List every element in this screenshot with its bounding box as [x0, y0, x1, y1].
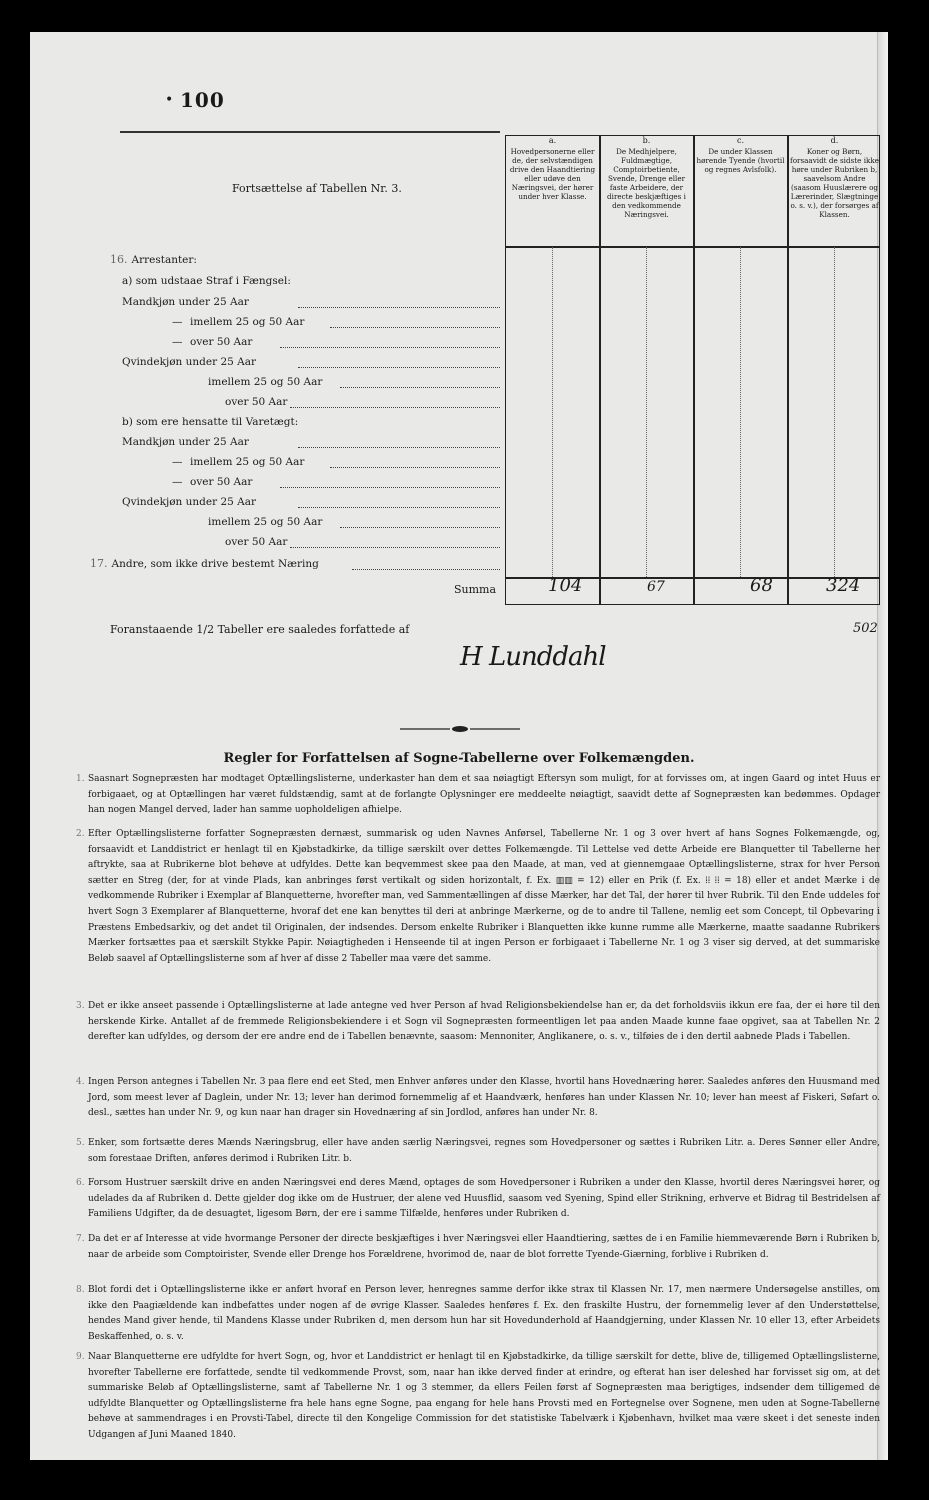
section-number: 16.	[110, 253, 128, 266]
row-section-17	[90, 556, 319, 572]
column-letter: c.	[736, 136, 745, 145]
column-letter: d.	[830, 136, 839, 145]
rule-paragraph	[76, 1075, 880, 1122]
section-title: Arrestanter:	[131, 254, 197, 266]
leader-dots	[290, 547, 500, 549]
rule-number: 6.	[76, 1178, 85, 1188]
row-b-qvinde-over	[225, 534, 287, 550]
rule-paragraph	[76, 1350, 880, 1444]
rule-text: Ingen Person antegnes i Tabellen Nr. 3 paa flere end eet Sted, men Enhver anføres under den Klasse, hvortil hans Hovednæring hører. Saaledes anføres den Huusmand med Jord, som meest lever af Daglein, under Nr. 13; lever han derimod fornemmelig af et Haandværk, henføres han under Klassen Nr. 10; lever han meest af Fiskeri, Søfart o. desl., sættes han under Nr. 9, og kun naar han drager sin Hovednæring af sin Jordlod, anføres han under Nr. 8.	[88, 1077, 880, 1119]
rule-paragraph	[76, 1136, 880, 1167]
top-rule	[120, 131, 500, 133]
row-label: Andre, som ikke drive bestemt Næring	[111, 558, 319, 570]
rule-paragraph	[76, 1283, 880, 1345]
rules-title: Regler for Forfattelsen af Sogne-Tabellerne over Folkemængden.	[223, 751, 695, 766]
column-header-c	[694, 136, 787, 246]
row-label: Qvindekjøn under 25 Aar	[122, 356, 257, 368]
dash: —	[172, 476, 183, 488]
ornament-divider	[400, 725, 520, 733]
rule-number: 7.	[76, 1234, 85, 1244]
group-b-heading: b) som ere hensatte til Varetægt:	[122, 416, 299, 428]
dotted-subcolumn	[552, 247, 554, 577]
column-header-d	[788, 136, 881, 246]
column-text: De under Klassen hørende Tyende (hvortil og regnes Avlsfolk).	[696, 147, 785, 174]
rule-number: 5.	[76, 1138, 85, 1148]
signature: H Lunddahl	[460, 642, 606, 672]
row-label: Mandkjøn under 25 Aar	[122, 296, 249, 308]
row-a-mand-under	[122, 294, 249, 310]
rule-text: Det er ikke anseet passende i Optællingslisterne at lade antegne ved hver Person af hvad Religionsbekiendelse han er, da det forholdsviis ikkun ere faa, der ei høre til den herskende Kirke. Antallet af de fremmede Religionsbekiendere i et Sogn vil Sognepræsten formeentligen let paa anden Maade kunne faae opgivet, saa at Tabellen Nr. 2 derefter kan udfyldes, og dersom der ere andre end de i Tabellen benævnte, saasom: Mennoniter, Anglikanere, o. s. v., tilføies de i den dertil aabnede Plads i Tabellen.	[88, 1001, 880, 1043]
summa-value-b: 67	[647, 579, 665, 595]
row-b-qvinde-under	[122, 494, 256, 510]
leader-dots	[298, 307, 500, 309]
group-a-heading: a) som udstaae Straf i Fængsel:	[122, 275, 291, 287]
dotted-subcolumn	[646, 247, 648, 577]
column-text: Koner og Børn, forsaavidt de sidste ikke høre under Rubriken b, saavelsom Andre (saasom Huuslærere og Lærerinder, Slægtninge o. s. v.), der forsørges af Klassen.	[790, 147, 879, 219]
leader-dots	[330, 467, 500, 469]
row-b-mand-imellem	[172, 454, 304, 470]
leader-dots	[340, 387, 500, 389]
row-label: Mandkjøn under 25 Aar	[122, 436, 249, 448]
summa-value-a: 104	[548, 575, 583, 596]
column-header-b	[600, 136, 693, 246]
margin-number: 502	[853, 621, 878, 636]
leader-dots	[298, 367, 500, 369]
row-label: Qvindekjøn under 25 Aar	[122, 496, 257, 508]
summa-label: Summa	[454, 583, 497, 596]
rule-paragraph	[76, 827, 880, 967]
rule-text: Naar Blanquetterne ere udfyldte for hvert Sogn, og, hvor et Landdistrict er henlagt til en Kjøbstadkirke, da tillige særskilt for dette, blive de, tilligemed Optællingslisterne, hvorefter Tabellerne ere forfattede, sendte til vedkommende Provst, som, naar han ikke derved finder at erindre, og efterat han iser deleshed har forvisset sig om, at det summariske Beløb af Optællingslisterne, samt af Tabellerne Nr. 1 og 3 stemmer, da ellers Feilen først af Sognepræsten maa berigtiges, indsender dem tilligemed de udfyldte Blanquetter og Optællingslisterne fra hele hans egne Sogne, paa engang for hele hans Provsti med en Fortegnelse over Sognene, men uden at Sogne-Tabellerne behøve at sammendrages i en Provsti-Tabel, directe til den Kongelige Commission for det statistiske Tabelværk i Kjøbenhavn, hvilket maa være skeet i det seneste inden Udgangen af Juni Maaned 1840.	[88, 1352, 880, 1440]
row-b-mand-under	[122, 434, 249, 450]
column-letter: b.	[642, 136, 651, 145]
row-b-qvinde-imellem	[208, 514, 322, 530]
row-label: imellem 25 og 50 Aar	[190, 456, 305, 468]
header-rule	[505, 246, 880, 248]
page-number: 100	[180, 88, 225, 112]
document-page	[30, 32, 888, 1460]
leader-dots	[290, 407, 500, 409]
table-subtitle: Fortsættelse af Tabellen Nr. 3.	[232, 182, 402, 195]
column-text: Hovedpersonerne eller de, der selvstændigen drive den Haandtiering eller udøve den Næringsvei, der hører under hver Klasse.	[509, 147, 596, 201]
page-dot: •	[165, 92, 174, 108]
rule-number: 2.	[76, 829, 85, 839]
section-number: 17.	[90, 557, 108, 570]
leader-dots	[298, 447, 500, 449]
rule-text: Saasnart Sognepræsten har modtaget Optællingslisterne, underkaster han dem et saa nøiagtigt Eftersyn som muligt, for at forvisses om, at ingen Gaard og intet Huus er forbigaaet, og at Optællingen har været fuldstændig, samt at de forlangte Oplysninger ere meddeelte nøiagtigt, saavidt dette af Sognepræsten kan bedømmes. Opdager han nogen Mangel derved, lader han samme uopholdeligen afhielpe.	[88, 774, 880, 816]
rule-number: 1.	[76, 774, 85, 784]
rule-paragraph	[76, 772, 880, 819]
rule-number: 9.	[76, 1352, 85, 1362]
row-label: over 50 Aar	[190, 476, 253, 488]
rule-text: Enker, som fortsætte deres Mænds Næringsbrug, eller have anden særlig Næringsvei, regnes som Hovedpersoner og sættes i Rubriken Litr. a. Deres Sønner eller Andre, som forestaae Driften, anføres derimod i Rubriken Litr. b.	[88, 1138, 880, 1164]
section-16-heading	[110, 252, 197, 268]
rule-number: 3.	[76, 1001, 85, 1011]
leader-dots	[280, 487, 500, 489]
row-a-qvinde-imellem	[208, 374, 322, 390]
forfattet-line: Foranstaaende 1/2 Tabeller ere saaledes forfattede af	[110, 623, 410, 636]
rule-paragraph	[76, 1232, 880, 1263]
row-label: over 50 Aar	[190, 336, 253, 348]
summa-value-d: 324	[826, 575, 861, 596]
rule-paragraph	[76, 1176, 880, 1223]
row-label: over 50 Aar	[225, 396, 288, 408]
rule-text: Forsom Hustruer særskilt drive en anden Næringsvei end deres Mænd, optages de som Hovedpersoner i Rubriken a under den Klasse, hvortil deres Næringsvei hører, og udelades da af Rubriken d. Dette gjelder dog ikke om de Hustruer, der alene ved Huusflid, saasom ved Syening, Spind eller Strikning, erhverve et Bidrag til Bestridelsen af Familiens Udgifter, da de desuagtet, ligesom Børn, der ere i samme Tilfælde, henføres under Rubriken d.	[88, 1178, 880, 1220]
row-label: over 50 Aar	[225, 536, 288, 548]
row-label: imellem 25 og 50 Aar	[208, 516, 323, 528]
leader-dots	[280, 347, 500, 349]
dash: —	[172, 456, 183, 468]
leader-dots	[298, 507, 500, 509]
leader-dots	[352, 569, 500, 571]
row-b-mand-over	[172, 474, 252, 490]
row-a-qvinde-under	[122, 354, 256, 370]
dotted-subcolumn	[834, 247, 836, 577]
dash: —	[172, 336, 183, 348]
leader-dots	[340, 527, 500, 529]
row-label: imellem 25 og 50 Aar	[208, 376, 323, 388]
column-text: De Medhjelpere, Fuldmægtige, Comptoirbetiente, Svende, Drenge eller faste Arbeidere, der directe beskjæftiges i den vedkommende Næringsvei.	[607, 147, 686, 219]
rule-number: 8.	[76, 1285, 85, 1295]
dash: —	[172, 316, 183, 328]
row-a-mand-imellem	[172, 314, 304, 330]
row-a-qvinde-over	[225, 394, 287, 410]
row-a-mand-over	[172, 334, 252, 350]
rule-number: 4.	[76, 1077, 85, 1087]
column-letter: a.	[548, 136, 557, 145]
summa-value-c: 68	[750, 575, 773, 596]
rule-paragraph	[76, 999, 880, 1046]
rule-text: Blot fordi det i Optællingslisterne ikke er anført hvoraf en Person lever, henregnes samme derfor ikke strax til Klassen Nr. 17, men nærmere Undersøgelse anstilles, om ikke den Paagiældende kan indbefattes under nogen af de øvrige Klasser. Saaledes henføres f. Ex. den fraskilte Hustru, der fornemmelig lever af den Understøttelse, hendes Mand giver hende, til Mandens Klasse under Rubriken d, men dersom hun har sit Hovedunderhold af Haandgjerning, under Klassen Nr. 10 eller 13, efter Arbeidets Beskaffenhed, o. s. v.	[88, 1285, 880, 1342]
dotted-subcolumn	[740, 247, 742, 577]
column-header-a	[506, 136, 599, 246]
row-label: imellem 25 og 50 Aar	[190, 316, 305, 328]
leader-dots	[330, 327, 500, 329]
rule-text: Da det er af Interesse at vide hvormange Personer der directe beskjæftiges i hver Næringsvei eller Haandtiering, sættes de i en Familie hiemmeværende Børn i Rubriken b, naar de arbeide som Comptoirister, Svende eller Drenge hos Forældrene, hvorimod de, naar de blot forrette Tyende-Giærning, forblive i Rubriken d.	[88, 1234, 880, 1260]
rule-text: Efter Optællingslisterne forfatter Sognepræsten dernæst, summarisk og uden Navnes Anførsel, Tabellerne Nr. 1 og 3 over hvert af hans Sognes Folkemængde, og, forsaavidt et Landdistrict er henlagt til en Kjøbstadkirke, da tillige særskilt over dettes Folkemængde. Til Lettelse ved dette Arbeide ere Blanquetter til Tabellerne her aftrykte, saa at Rubrikerne blot behøve at udfyldes. Dette kan beqvemmest skee paa den Maade, at man, ved at giennemgaae Optællingslisterne, strax for hver Person sætter en Streg (der, for at vinde Plads, kan anbringes først vertikalt og siden horizontalt, f. Ex. ▥▥ = 12) eller en Prik (f. Ex. ⁞⁞ ⁞⁞ = 18) eller et andet Mærke i de vedkommende Rubriker i Exemplar af Blanquetterne, hvorefter man, ved Sammentællingen af disse Mærker, har det Tal, der hører til hver Rubrik. Til den Ende uddeles for hvert Sogn 3 Exemplarer af Blanquetterne, hvoraf det ene kan benyttes til deri at anbringe Mærkerne, og de to andre til Tallene, nemlig eet som Concept, til Opbevaring i Præstens Embedsarkiv, og det andet til Originalen, der indsendes. Dersom enkelte Rubriker i Blanquetten ikke kunne rumme alle Mærkerne, maatte saadanne Rubrikers Mærker fortsættes paa et særskilt Stykke Papir. Nøiagtigheden i Henseende til at ingen Person er forbigaaet i Tabellerne Nr. 1 og 3 viser sig derved, at det summariske Beløb saavel af Optællingslisterne som af hver af disse 2 Tabeller maa være det samme.	[88, 829, 880, 964]
